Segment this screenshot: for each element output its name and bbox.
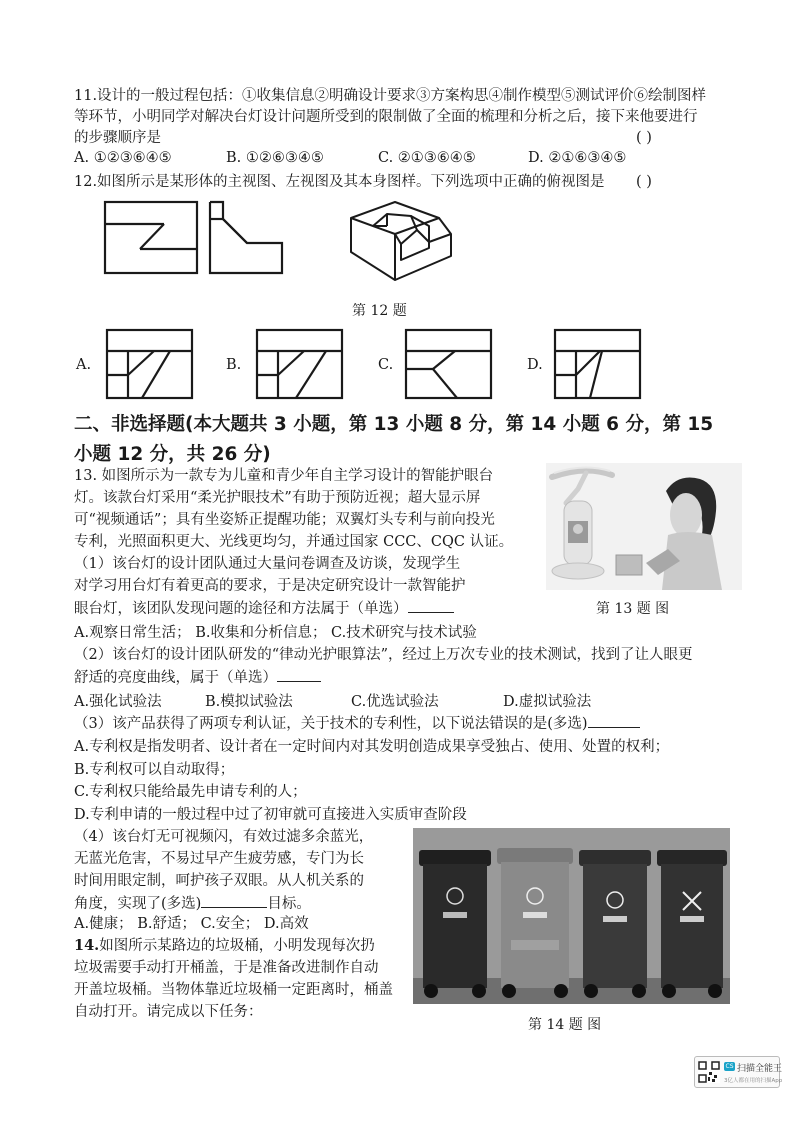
q13-part4-line-2: 无蓝光危害，不易过早产生疲劳感，专门为长 (74, 851, 364, 867)
q12-label-c: C. (378, 357, 394, 373)
q11-option-d: D. ②①⑥③④⑤ (528, 150, 627, 166)
trash-bins-illustration (413, 828, 730, 1004)
q13-part1-line-2: 对学习用台灯有着更高的要求，于是决定研究设计一款智能护 (74, 578, 466, 594)
q13-part4-question-end: 目标。 (267, 896, 311, 912)
q13-part2-line-1: （2）该台灯的设计团队研发的“律动光护眼算法”，经过上万次专业的技术测试，找到了让人眼更 (74, 647, 693, 663)
q13-part3-line-1 (74, 713, 640, 734)
q14-line-2: 垃圾需要手动打开桶盖，于是准备改进制作自动 (74, 960, 379, 976)
desk-lamp-illustration (546, 463, 742, 590)
camscanner-logo: CS (725, 1063, 734, 1070)
q12-answer-paren: ( ) (636, 174, 652, 190)
q12-line-1: 12.如图所示是某形体的主视图、左视图及其本身图样。下列选项中正确的俯视图是 (74, 174, 605, 190)
q12-label-d: D. (527, 357, 543, 373)
q13-part3-option-b: B.专利权可以自动取得； (74, 762, 235, 778)
q11-option-b: B. ①②⑥③④⑤ (226, 150, 324, 166)
q11-option-a: A. ①②③⑥④⑤ (74, 150, 172, 166)
q13-part4-options: A.健康； B.舒适； C.安全； D.高效 (74, 916, 309, 932)
q13-part3-question: （3）该产品获得了两项专利认证，关于技术的专利性，以下说法错误的是(多选) (74, 716, 588, 732)
q13-part4-line-3: 时间用眼定制，呵护孩子双眼。从人机关系的 (74, 873, 364, 889)
q12-option-a-view (106, 329, 193, 399)
q12-front-view (104, 201, 198, 274)
q13-part4-question: 角度，实现了(多选) (74, 896, 202, 912)
q13-part2-option-d: D.虚拟试验法 (503, 694, 592, 710)
q13-part4-line-4 (74, 893, 311, 914)
qr-code-icon (698, 1061, 720, 1083)
q13-part3-option-d: D.专利申请的一般过程中过了初审就可直接进入实质审查阶段 (74, 807, 467, 823)
q13-part2-option-c: C.优选试验法 (351, 694, 439, 710)
q13-part1-options: A.观察日常生活； B.收集和分析信息； C.技术研究与技术试验 (74, 625, 477, 641)
q12-option-c-view (405, 329, 492, 399)
q12-option-b-view (256, 329, 343, 399)
scanner-subtitle: 3亿人都在用的扫描App (724, 1078, 783, 1084)
section-2-heading-line-2: 小题 12 分，共 26 分) (74, 444, 271, 465)
q13-part3-answer-blank[interactable] (588, 713, 640, 728)
q14-number: 14. (74, 937, 100, 954)
q11-option-c: C. ②①③⑥④⑤ (378, 150, 476, 166)
q13-part2-answer-blank[interactable] (277, 667, 321, 682)
q13-part2-line-2 (74, 667, 321, 688)
q13-line-4: 专利，光照面积更大、光线更均匀，并通过国家 CCC、CQC 认证。 (74, 534, 514, 550)
q13-part1-question: 眼台灯，该团队发现问题的途径和方法属于（单选） (74, 601, 408, 617)
scanner-title: 扫描全能王 (737, 1064, 783, 1074)
section-2-heading-line-1: 二、非选择题(本大题共 3 小题，第 13 小题 8 分，第 14 小题 6 分，第 15 (74, 414, 714, 435)
q13-part1-line-3 (74, 598, 454, 619)
desk-lamp-photo (546, 463, 742, 590)
q12-left-view (209, 201, 283, 274)
q13-part1-line-1: （1）该台灯的设计团队通过大量问卷调查及访谈，发现学生 (74, 556, 461, 572)
trash-bins-photo (413, 828, 730, 1004)
q13-line-3: 可“视频通话”；具有坐姿矫正提醒功能；双翼灯头专利与前向投光 (74, 512, 495, 528)
q11-line-3: 的步骤顺序是 (74, 130, 161, 146)
q13-line-2: 灯。该款台灯采用“柔光护眼技术”有助于预防近视；超大显示屏 (74, 490, 481, 506)
q13-part4-line-1: （4）该台灯无可视频闪，有效过滤多余蓝光， (74, 829, 374, 845)
q13-part3-option-a: A.专利权是指发明者、设计者在一定时间内对其发明创造成果享受独占、使用、处置的权利； (74, 739, 670, 755)
q12-label-a: A. (76, 357, 92, 373)
q13-line-1: 13. 如图所示为一款专为儿童和青少年自主学习设计的智能护眼台 (74, 468, 494, 484)
q11-line-2: 等环节，小明同学对解决台灯设计问题所受到的限制做了全面的梳理和分析之后，接下来他要进行 (74, 109, 698, 125)
q14-line-1 (74, 936, 375, 956)
q12-caption: 第 12 题 (352, 303, 407, 319)
q12-label-b: B. (226, 357, 242, 373)
q13-part3-option-c: C.专利权只能给最先申请专利的人； (74, 784, 307, 800)
q12-isometric-view (347, 196, 457, 282)
scanner-watermark (694, 1056, 783, 1088)
q13-part2-question: 舒适的亮度曲线，属于（单选） (74, 670, 277, 686)
q12-option-d-view (554, 329, 641, 399)
q13-caption: 第 13 题 图 (596, 601, 670, 617)
q13-part1-answer-blank[interactable] (408, 598, 454, 613)
q11-answer-paren: ( ) (636, 130, 652, 146)
q14-caption: 第 14 题 图 (528, 1017, 602, 1033)
q14-line-4: 自动打开。请完成以下任务： (74, 1004, 263, 1020)
q14-line-1-text: 如图所示某路边的垃圾桶，小明发现每次扔 (99, 938, 375, 954)
q13-part2-option-a: A.强化试验法 (74, 694, 162, 710)
q11-line-1: 11.设计的一般过程包括：①收集信息②明确设计要求③方案构思④制作模型⑤测试评价⑥绘制图样 (74, 88, 707, 104)
q13-part4-answer-blank[interactable] (201, 893, 267, 908)
q14-line-3: 开盖垃圾桶。当物体靠近垃圾桶一定距离时，桶盖 (74, 982, 393, 998)
q13-part2-option-b: B.模拟试验法 (205, 694, 293, 710)
